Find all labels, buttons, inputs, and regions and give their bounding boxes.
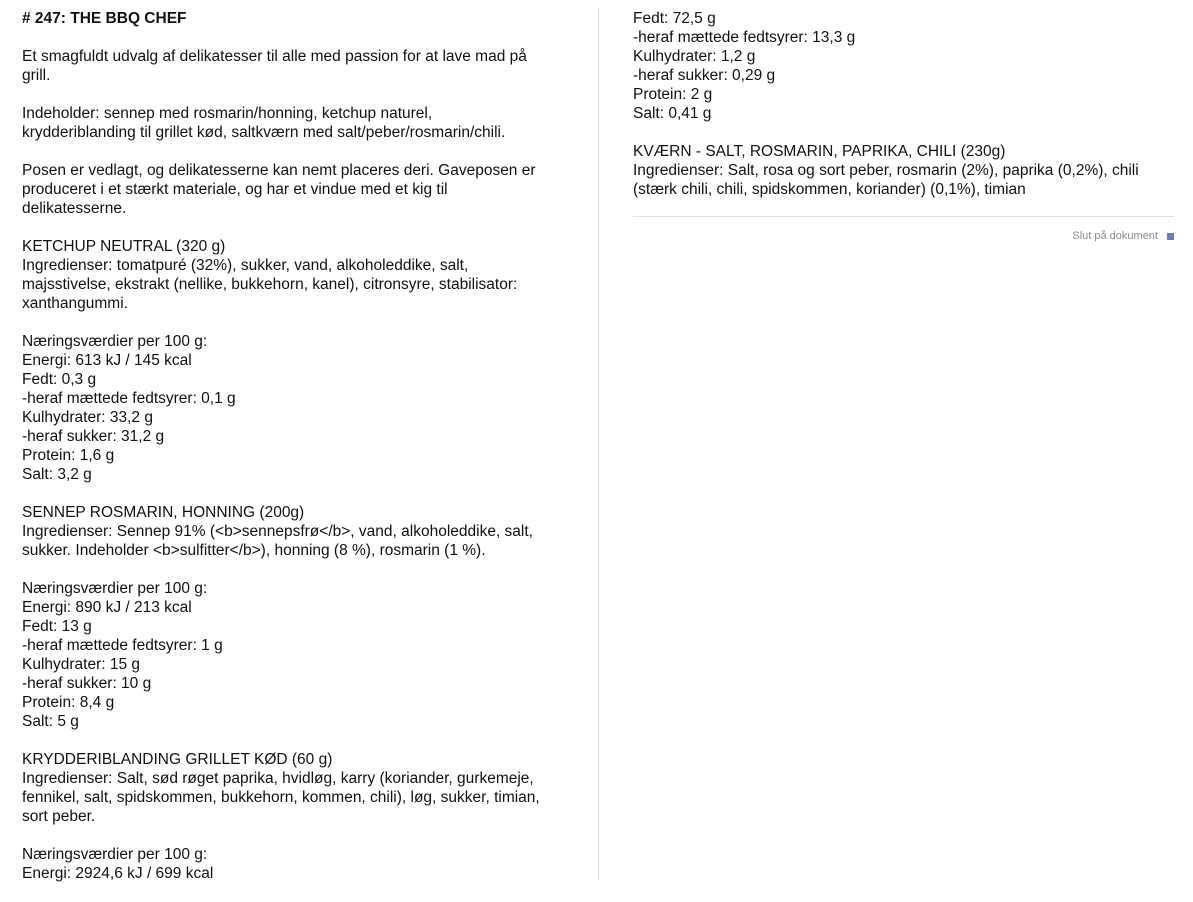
column-divider: [598, 8, 599, 880]
ketchup-nutrition: [22, 332, 582, 484]
nutrition-line: -heraf sukker: 0,29 g: [633, 67, 776, 84]
ingredients-line: xanthangummi.: [22, 295, 128, 312]
ingredients-line: (stærk chili, chili, spidskommen, koriander) (0,1%), timian: [633, 181, 1026, 198]
krydderi-nutrition-continued: [633, 9, 1174, 123]
nutrition-line: Næringsværdier per 100 g:: [22, 846, 208, 863]
nutrition-line: Salt: 5 g: [22, 713, 79, 730]
section-heading: KETCHUP NEUTRAL (320 g): [22, 238, 226, 255]
contents-line: krydderiblanding til grillet kød, saltkværn med salt/peber/rosmarin/chili.: [22, 124, 506, 141]
ingredients-line: majsstivelse, ekstrakt (nellike, bukkehorn, kanel), citronsyre, stabilisator:: [22, 276, 518, 293]
end-of-document-rule: [633, 216, 1174, 217]
kvaern-section: [633, 142, 1174, 199]
packaging-line: produceret i et stærkt materiale, og har et vindue med et kig til: [22, 181, 448, 198]
nutrition-line: Næringsværdier per 100 g:: [22, 333, 208, 350]
ingredients-line: Ingredienser: Salt, rosa og sort peber, rosmarin (2%), paprika (0,2%), chili: [633, 162, 1139, 179]
end-square-icon: [1167, 233, 1174, 240]
ingredients-line: Ingredienser: tomatpuré (32%), sukker, vand, alkoholeddike, salt,: [22, 257, 469, 274]
intro-line: Et smagfuldt udvalg af delikatesser til alle med passion for at lave mad på: [22, 48, 527, 65]
section-heading: KVÆRN - SALT, ROSMARIN, PAPRIKA, CHILI (230g): [633, 143, 1006, 160]
ingredients-line: Ingredienser: Sennep 91% (<b>sennepsfrø</b>, vand, alkoholeddike, salt,: [22, 523, 533, 540]
nutrition-line: Kulhydrater: 1,2 g: [633, 48, 756, 65]
end-of-document-label: Slut på dokument: [1072, 230, 1158, 242]
section-heading: KRYDDERIBLANDING GRILLET KØD (60 g): [22, 751, 333, 768]
nutrition-line: Energi: 2924,6 kJ / 699 kcal: [22, 865, 214, 882]
nutrition-line: -heraf mættede fedtsyrer: 13,3 g: [633, 29, 856, 46]
end-of-document-marker: [1072, 230, 1174, 242]
packaging-paragraph: [22, 161, 582, 218]
document-title: # 247: THE BBQ CHEF: [22, 10, 187, 27]
ketchup-section: [22, 237, 582, 313]
packaging-line: delikatesserne.: [22, 200, 127, 217]
document-right-column: [633, 9, 1174, 218]
nutrition-line: Fedt: 0,3 g: [22, 371, 97, 388]
packaging-line: Posen er vedlagt, og delikatesserne kan nemt placeres deri. Gaveposen er: [22, 162, 536, 179]
krydderi-section: [22, 750, 582, 826]
nutrition-line: -heraf sukker: 10 g: [22, 675, 152, 692]
ingredients-line: fennikel, salt, spidskommen, bukkehorn, kommen, chili), løg, sukker, timian,: [22, 789, 540, 806]
ingredients-line: sukker. Indeholder <b>sulfitter</b>), honning (8 %), rosmarin (1 %).: [22, 542, 486, 559]
nutrition-line: Energi: 890 kJ / 213 kcal: [22, 599, 192, 616]
nutrition-line: -heraf mættede fedtsyrer: 1 g: [22, 637, 223, 654]
nutrition-line: Kulhydrater: 33,2 g: [22, 409, 153, 426]
nutrition-line: Protein: 2 g: [633, 86, 713, 103]
contents-line: Indeholder: sennep med rosmarin/honning, ketchup naturel,: [22, 105, 433, 122]
nutrition-line: Fedt: 13 g: [22, 618, 92, 635]
intro-line: grill.: [22, 67, 51, 84]
nutrition-line: Fedt: 72,5 g: [633, 10, 716, 27]
nutrition-line: Kulhydrater: 15 g: [22, 656, 141, 673]
nutrition-line: Energi: 613 kJ / 145 kcal: [22, 352, 192, 369]
ingredients-line: sort peber.: [22, 808, 96, 825]
sennep-section: [22, 503, 582, 560]
contents-paragraph: [22, 104, 582, 142]
nutrition-line: Salt: 0,41 g: [633, 105, 712, 122]
nutrition-line: Salt: 3,2 g: [22, 466, 92, 483]
section-heading: SENNEP ROSMARIN, HONNING (200g): [22, 504, 305, 521]
sennep-nutrition: [22, 579, 582, 731]
ingredients-line: Ingredienser: Salt, sød røget paprika, hvidløg, karry (koriander, gurkemeje,: [22, 770, 534, 787]
nutrition-line: Næringsværdier per 100 g:: [22, 580, 208, 597]
nutrition-line: Protein: 8,4 g: [22, 694, 115, 711]
nutrition-line: -heraf sukker: 31,2 g: [22, 428, 165, 445]
nutrition-line: Protein: 1,6 g: [22, 447, 115, 464]
krydderi-nutrition: [22, 845, 582, 883]
intro-paragraph: [22, 47, 582, 85]
document-left-column: [22, 9, 582, 902]
nutrition-line: -heraf mættede fedtsyrer: 0,1 g: [22, 390, 236, 407]
